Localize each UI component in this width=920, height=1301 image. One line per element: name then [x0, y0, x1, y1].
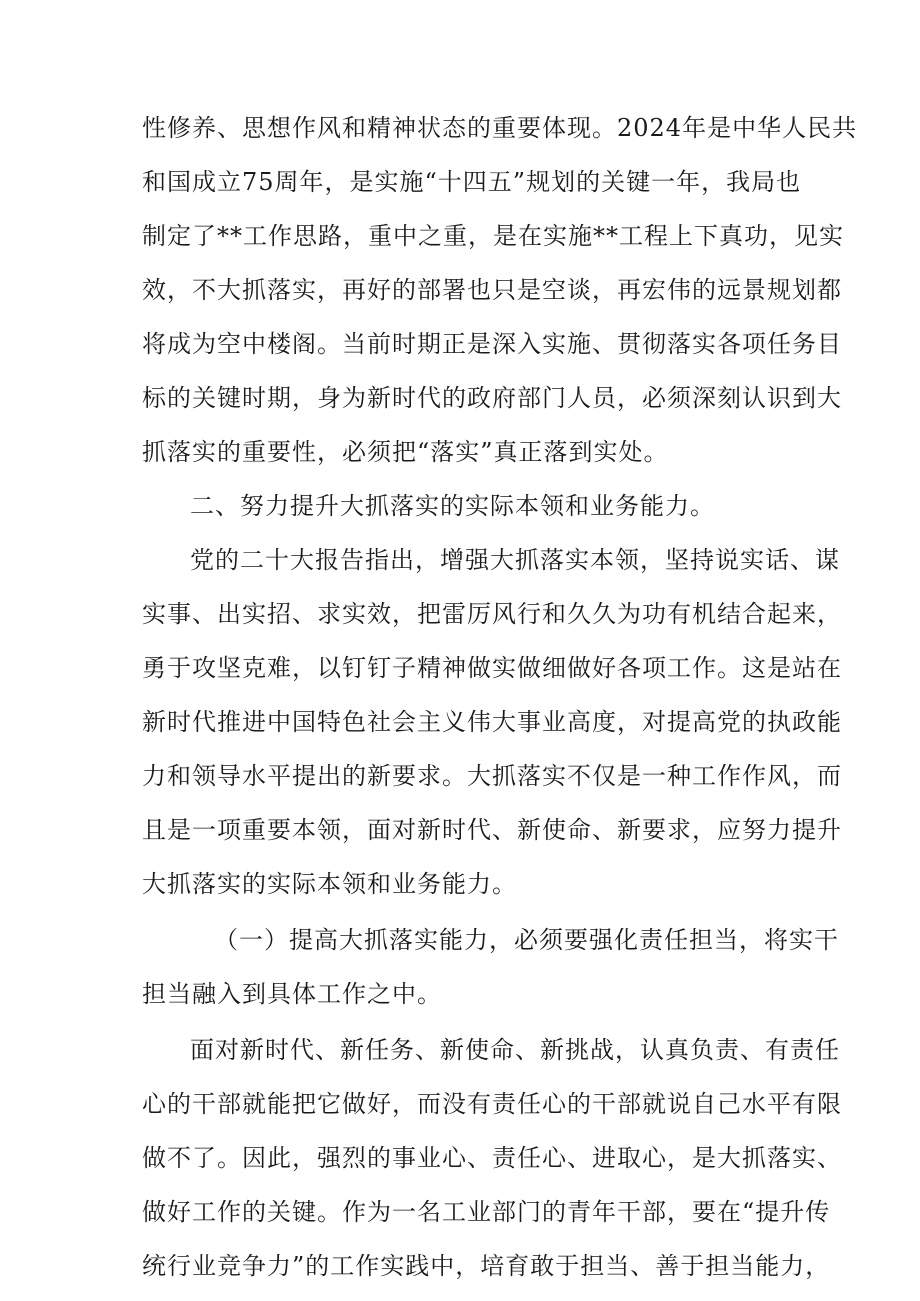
- subsection-heading-cont: 担当融入到具体工作之中。: [142, 980, 442, 1008]
- text-line: 且是一项重要本领，面对新时代、新使命、新要求，应努力提升: [142, 816, 842, 844]
- text-line: 大抓落实的实际本领和业务能力。: [142, 870, 517, 898]
- text-line: 效，不大抓落实，再好的部署也只是空谈，再宏伟的远景规划都: [142, 276, 842, 304]
- text-line: 性修养、思想作风和精神状态的重要体现。2024年是中华人民共: [142, 114, 858, 142]
- text-line: 做不了。因此，强烈的事业心、责任心、进取心，是大抓落实、: [142, 1144, 842, 1172]
- text-line: 统行业竞争力”的工作实践中，培育敢于担当、善于担当能力，: [142, 1252, 831, 1280]
- text-line: 和国成立75周年，是实施“十四五”规划的关键一年，我局也: [142, 168, 802, 196]
- text-line: 实事、出实招、求实效，把雷厉风行和久久为功有机结合起来，: [142, 600, 842, 628]
- text-line: 抓落实的重要性，必须把“落实”真正落到实处。: [142, 438, 669, 466]
- text-line: 勇于攻坚克难，以钉钉子精神做实做细做好各项工作。这是站在: [142, 654, 842, 682]
- text-line: 标的关键时期，身为新时代的政府部门人员，必须深刻认识到大: [142, 384, 842, 412]
- text-line: 力和领导水平提出的新要求。大抓落实不仅是一种工作作风，而: [142, 762, 842, 790]
- section-heading: 二、努力提升大抓落实的实际本领和业务能力。: [190, 492, 715, 520]
- paragraph-first-line: 面对新时代、新任务、新使命、新挑战，认真负责、有责任: [190, 1036, 840, 1064]
- text-line: 做好工作的关键。作为一名工业部门的青年干部，要在“提升传: [142, 1198, 831, 1226]
- text-line: 新时代推进中国特色社会主义伟大事业高度，对提高党的执政能: [142, 708, 842, 736]
- paragraph-first-line: 党的二十大报告指出，增强大抓落实本领，坚持说实话、谋: [190, 546, 840, 574]
- subsection-heading: （一）提高大抓落实能力，必须要强化责任担当，将实干: [214, 926, 839, 954]
- text-line: 将成为空中楼阁。当前时期正是深入实施、贯彻落实各项任务目: [142, 330, 842, 358]
- text-line: 心的干部就能把它做好，而没有责任心的干部就说自己水平有限: [142, 1090, 842, 1118]
- text-line: 制定了**工作思路，重中之重，是在实施**工程上下真功，见实: [142, 222, 844, 250]
